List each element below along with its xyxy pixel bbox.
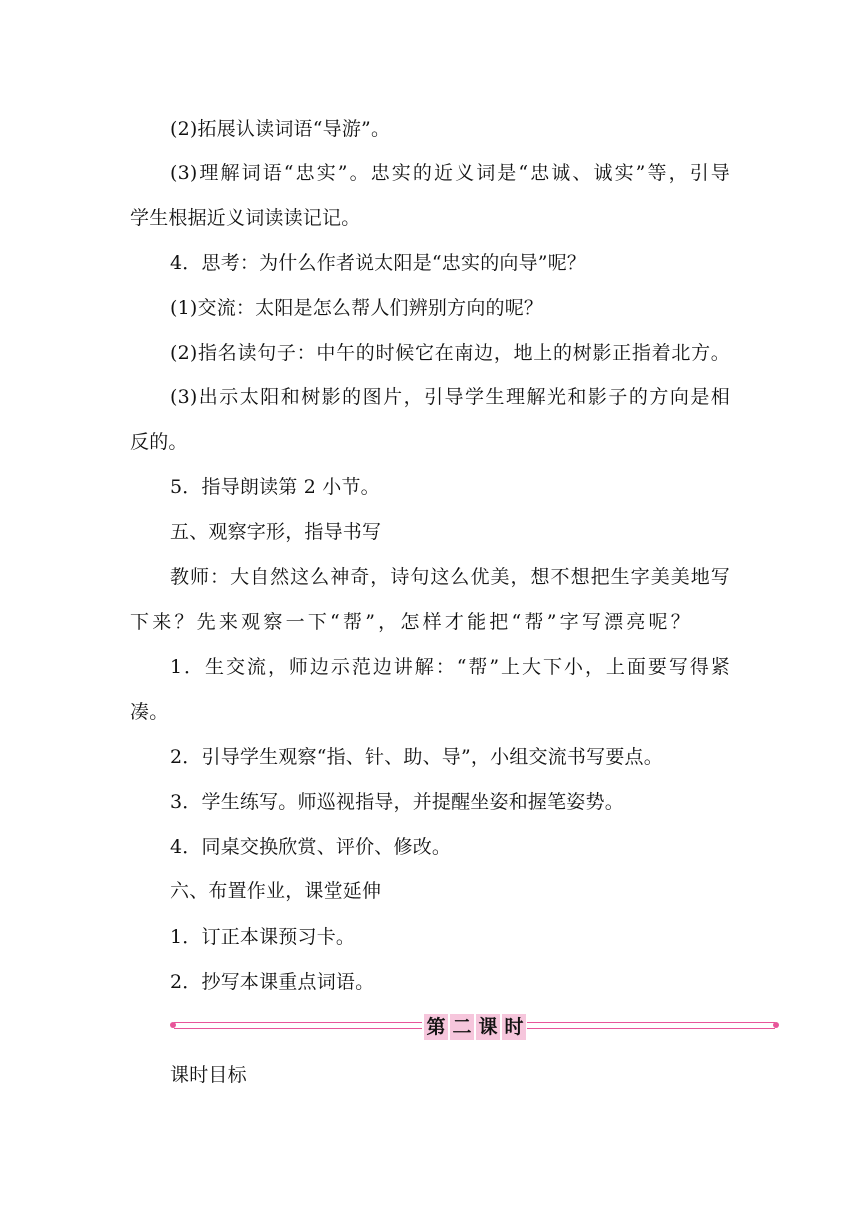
section-heading: 六、布置作业，课堂延伸: [170, 880, 382, 902]
badge-char: 二: [450, 1014, 474, 1040]
paragraph-line: 1．订正本课预习卡。: [170, 926, 356, 948]
section-heading: 课时目标: [170, 1064, 247, 1086]
paragraph-line: 4．同桌交换欣赏、评价、修改。: [170, 836, 452, 858]
paragraph-line: 2．引导学生观察“指、针、助、导”，小组交流书写要点。: [170, 746, 663, 768]
paragraph-line: 反的。: [130, 431, 188, 453]
badge-char: 时: [502, 1014, 526, 1040]
divider-dot-right: [773, 1022, 779, 1028]
divider-rule: [174, 1022, 422, 1023]
paragraph-line: 4．思考：为什么作者说太阳是“忠实的向导”呢？: [170, 252, 587, 274]
divider-rule: [174, 1028, 422, 1029]
section-heading: 五、观察字形，指导书写: [170, 521, 382, 543]
divider-rule: [527, 1028, 775, 1029]
paragraph-line: (2)拓展认读词语“导游”。: [170, 118, 391, 140]
paragraph-line: 凑。: [130, 701, 169, 723]
paragraph-line: 3．学生练写。师巡视指导，并提醒坐姿和握笔姿势。: [170, 791, 624, 813]
badge-char: 课: [476, 1014, 500, 1040]
section-divider: [170, 1012, 780, 1042]
paragraph-line: (2)指名读句子：中午的时候它在南边，地上的树影正指着北方。: [170, 342, 730, 364]
paragraph-line: 1．生交流，师边示范边讲解：“帮”上大下小，上面要写得紧: [170, 656, 730, 678]
paragraph-line: 学生根据近义词读读记记。: [130, 207, 361, 229]
paragraph-line: (3)理解词语“忠实”。忠实的近义词是“忠诚、诚实”等，引导: [170, 162, 730, 184]
paragraph-line: 教师：大自然这么神奇，诗句这么优美，想不想把生字美美地写: [170, 566, 730, 588]
paragraph-line: 2．抄写本课重点词语。: [170, 971, 375, 993]
paragraph-line: (3)出示太阳和树影的图片，引导学生理解光和影子的方向是相: [170, 386, 730, 408]
paragraph-line: 5．指导朗读第 2 小节。: [170, 476, 380, 498]
paragraph-line: 下来？先来观察一下“帮”，怎样才能把“帮”字写漂亮呢？: [130, 611, 690, 633]
lesson-period-badge: [424, 1014, 526, 1040]
paragraph-line: (1)交流：太阳是怎么帮人们辨别方向的呢？: [170, 297, 544, 319]
divider-rule: [527, 1022, 775, 1023]
badge-char: 第: [424, 1014, 448, 1040]
